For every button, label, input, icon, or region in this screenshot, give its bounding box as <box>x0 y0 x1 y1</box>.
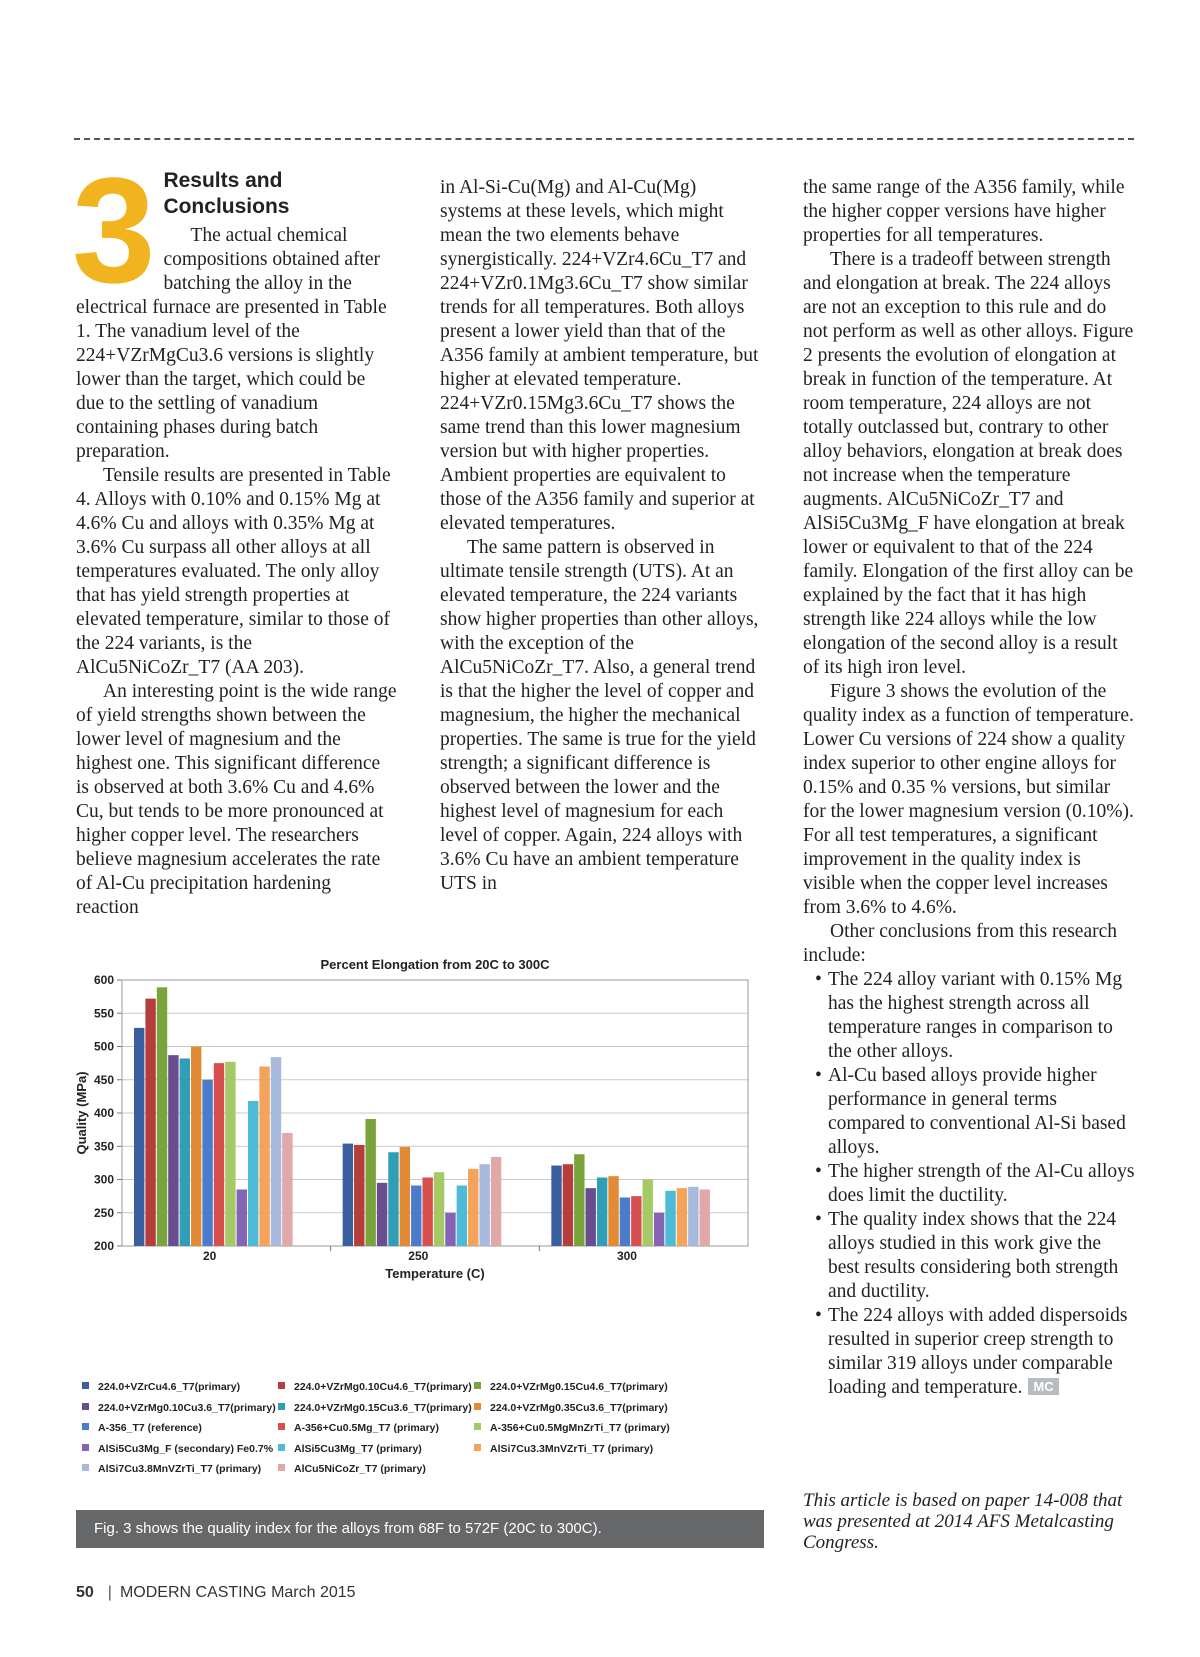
body-paragraph: Figure 3 shows the evolution of the quality index as a function of temperature. Lower Cu versions of 224 show a quality index superior to other engine alloys for 0.15% and 0.35 % versions, but similar for the lower magnesium version (0.10%). For all test temperatures, a significant improvement in the quality index is visible when the copper level increases from 3.6% to 4.6%. <box>803 681 1134 918</box>
y-tick-label: 300 <box>93 1172 114 1187</box>
legend-label: A-356+Cu0.5MgMnZrTi_T7 (primary) <box>490 1422 670 1434</box>
bar <box>377 1183 387 1246</box>
list-item-text: The 224 alloy variant with 0.15% Mg has the highest strength across all temperature ranges in comparison to the other alloys. <box>828 969 1123 1062</box>
y-axis-label: Quality (MPa) <box>74 1071 89 1155</box>
bar <box>631 1196 641 1246</box>
end-of-article-badge: MC <box>1028 1378 1058 1395</box>
legend-swatch <box>278 1382 285 1389</box>
bar <box>134 1028 144 1246</box>
y-tick-label: 600 <box>93 973 114 987</box>
bar <box>237 1189 247 1246</box>
legend-swatch <box>278 1464 285 1471</box>
section-number-dropcap: 3 <box>72 146 154 314</box>
legend-item <box>82 1377 240 1398</box>
legend-label: A-356_T7 (reference) <box>98 1422 202 1434</box>
bar <box>677 1188 687 1246</box>
bar <box>248 1101 258 1246</box>
bar <box>586 1188 596 1246</box>
text-column-2 <box>440 176 762 896</box>
conclusions-list <box>803 968 1135 1400</box>
text-column-3 <box>803 176 1135 1400</box>
legend-swatch <box>82 1403 89 1410</box>
bar <box>168 1055 178 1246</box>
legend-label: AlSi7Cu3.3MnVZrTi_T7 (primary) <box>490 1442 654 1455</box>
bar <box>563 1164 573 1246</box>
bar <box>271 1057 281 1246</box>
bar <box>388 1152 398 1246</box>
bar <box>479 1164 489 1246</box>
legend-item <box>82 1439 273 1460</box>
list-item <box>803 968 1135 1064</box>
top-dashed-rule <box>74 138 1134 140</box>
bar <box>422 1178 432 1246</box>
legend-swatch <box>82 1444 89 1451</box>
bar <box>700 1189 710 1246</box>
legend-item <box>278 1439 422 1460</box>
figure-caption: Fig. 3 shows the quality index for the alloys from 68F to 572F (20C to 300C). <box>76 1510 764 1548</box>
text-column-1 <box>72 146 398 920</box>
body-paragraph: Tensile results are presented in Table 4. Alloys with 0.10% and 0.15% Mg at 4.6% Cu and alloys with 0.35% Mg at 3.6% Cu surpass all other alloys at all temperatures evaluated. The only alloy that has yield strength properties at elevated temperature, similar to those of the 224 variants, is the AlCu5NiCoZr_T7 (AA 203). <box>76 465 391 678</box>
bar <box>688 1187 698 1246</box>
legend-label: 224.0+VZrCu4.6_T7(primary) <box>98 1381 241 1393</box>
bar <box>145 999 155 1246</box>
page-footer <box>76 1584 356 1602</box>
y-tick-label: 350 <box>93 1139 114 1154</box>
bar <box>343 1144 353 1246</box>
body-paragraph: An interesting point is the wide range of yield strengths shown between the lower level of magnesium and the highest one. This significant difference is observed at both 3.6% Cu and 4.6% Cu, but tends to be more pronounced at higher copper level. The researchers believe magnesium accelerates the rate of Al-Cu precipitation hardening reaction <box>76 681 397 918</box>
legend-label: AlSi5Cu3Mg_F (secondary) Fe0.7% <box>98 1442 274 1455</box>
legend-item <box>82 1418 202 1439</box>
bar <box>157 987 167 1246</box>
bar <box>665 1191 675 1246</box>
legend-label: AlSi5Cu3Mg_T7 (primary) <box>294 1442 422 1455</box>
bar <box>597 1178 607 1246</box>
legend-label: 224.0+VZrMg0.10Cu3.6_T7(primary) <box>98 1401 276 1414</box>
legend-swatch <box>82 1464 89 1471</box>
legend-swatch <box>474 1444 481 1451</box>
list-item-text: The quality index shows that the 224 alloys studied in this work give the best results considering both strength and ductility. <box>828 1209 1119 1302</box>
legend-item <box>278 1377 472 1398</box>
legend-label: 224.0+VZrMg0.15Cu4.6_T7(primary) <box>490 1381 668 1393</box>
bar <box>551 1166 561 1246</box>
article-credit: This article is based on paper 14-008 that was presented at 2014 AFS Metalcasting Congress. <box>803 1490 1123 1553</box>
legend-label: 224.0+VZrMg0.10Cu4.6_T7(primary) <box>294 1381 472 1393</box>
legend-item <box>474 1418 670 1439</box>
bar <box>643 1180 653 1247</box>
legend-swatch <box>278 1423 285 1430</box>
bar <box>574 1154 584 1246</box>
list-item-text: The higher strength of the Al-Cu alloys does limit the ductility. <box>828 1161 1135 1206</box>
legend-swatch <box>278 1403 285 1410</box>
legend-item <box>278 1398 472 1419</box>
body-paragraph: The actual chemical compositions obtained after batching the alloy in the electrical furnace are presented in Table 1. The vanadium level of the 224+VZrMgCu3.6 versions is slightly lower than the target, which could be due to the settling of vanadium containing phases during batch preparation. <box>76 225 387 462</box>
bar <box>434 1172 444 1246</box>
body-paragraph: the same range of the A356 family, while the higher copper versions have higher properties for all temperatures. <box>803 177 1125 246</box>
bar <box>620 1197 630 1246</box>
bar <box>191 1047 201 1247</box>
bar <box>468 1169 478 1246</box>
bar <box>202 1080 212 1246</box>
legend-label: AlCu5NiCoZr_T7 (primary) <box>294 1463 426 1475</box>
x-tick-label: 20 <box>202 1249 217 1263</box>
page-number: 50 <box>76 1584 94 1601</box>
chart-title: Percent Elongation from 20C to 300C <box>320 957 550 972</box>
legend-item <box>82 1459 261 1480</box>
x-axis-label: Temperature (C) <box>385 1266 485 1281</box>
bar <box>282 1133 292 1246</box>
body-paragraph: There is a tradeoff between strength and elongation at break. The 224 alloys are not an exception to this rule and do not perform as well as other alloys. Figure 2 presents the evolution of elongation at break in function of the temperature. At room temperature, 224 alloys are not totally outclassed but, contrary to other alloy behaviors, elongation at break does not increase when the temperature augments. AlCu5NiCoZr_T7 and AlSi5Cu3Mg_F have elongation at break lower or equivalent to that of the 224 family. Elongation of the first alloy can be explained by the fact that it has high strength like 224 alloys while the low elongation of the second alloy is a result of its high iron level. <box>803 249 1134 678</box>
legend-label: AlSi7Cu3.8MnVZrTi_T7 (primary) <box>98 1463 262 1475</box>
legend-swatch <box>278 1444 285 1451</box>
body-paragraph: in Al-Si-Cu(Mg) and Al-Cu(Mg) systems at these levels, which might mean the two elements behave synergistically. 224+VZr4.6Cu_T7 and 224+VZr0.1Mg3.6Cu_T7 show similar trends for all temperatures. Both alloys present a lower yield than that of the A356 family at ambient temperature, but higher at elevated temperature. 224+VZr0.15Mg3.6Cu_T7 shows the same trend than this lower magnesium version but with higher properties. Ambient properties are equivalent to those of the A356 family and superior at elevated temperatures. <box>440 177 759 534</box>
y-tick-label: 550 <box>93 1006 114 1021</box>
y-tick-label: 200 <box>93 1239 114 1253</box>
body-paragraph: The same pattern is observed in ultimate tensile strength (UTS). At an elevated temperature, the 224 variants show higher properties than other alloys, with the exception of the AlCu5NiCoZr_T7. Also, a general trend is that the higher the level of copper and magnesium, the higher the mechanical properties. The same is true for the yield strength; a significant difference is observed between the lower and the highest level of magnesium for each level of copper. Again, 224 alloys with 3.6% Cu have an ambient temperature UTS in <box>440 537 759 894</box>
legend-item <box>474 1439 653 1460</box>
bar <box>457 1185 467 1246</box>
legend-item <box>474 1377 668 1398</box>
bar <box>491 1157 501 1246</box>
list-item <box>803 1160 1135 1208</box>
list-item-text: The 224 alloys with added dispersoids resulted in superior creep strength to similar 319 alloys under comparable loading and temperature. <box>828 1305 1128 1398</box>
chart-canvas <box>76 958 766 1378</box>
legend-swatch <box>474 1382 481 1389</box>
body-paragraph: Other conclusions from this research include: <box>803 921 1117 966</box>
y-tick-label: 400 <box>93 1106 114 1120</box>
legend-label: 224.0+VZrMg0.15Cu3.6_T7(primary) <box>294 1401 472 1414</box>
bar <box>225 1062 235 1246</box>
legend-label: A-356+Cu0.5Mg_T7 (primary) <box>294 1422 440 1434</box>
bar <box>365 1119 375 1246</box>
legend-item <box>278 1459 426 1480</box>
footer-separator: | <box>107 1584 112 1601</box>
bar <box>445 1213 455 1246</box>
magazine-name: MODERN CASTING <box>119 1584 267 1601</box>
legend-item <box>278 1418 439 1439</box>
issue-date: March 2015 <box>271 1584 356 1601</box>
bar <box>354 1145 364 1246</box>
list-item <box>803 1304 1135 1400</box>
legend-item <box>82 1398 276 1419</box>
bar <box>654 1213 664 1246</box>
list-item <box>803 1208 1135 1304</box>
legend-swatch <box>82 1423 89 1430</box>
legend-swatch <box>474 1423 481 1430</box>
list-item-text: Al-Cu based alloys provide higher performance in general terms compared to conventional Al-Si based alloys. <box>828 1065 1126 1158</box>
bar <box>608 1176 618 1246</box>
legend-item <box>474 1398 668 1419</box>
bar <box>259 1066 269 1246</box>
x-tick-label: 300 <box>616 1249 637 1263</box>
list-item <box>803 1064 1135 1160</box>
y-tick-label: 500 <box>93 1039 114 1054</box>
bar <box>214 1063 224 1246</box>
section-title: Results and Conclusions <box>163 169 290 218</box>
bar <box>180 1058 190 1246</box>
legend-swatch <box>82 1382 89 1389</box>
y-tick-label: 250 <box>93 1205 114 1220</box>
legend-swatch <box>474 1403 481 1410</box>
y-tick-label: 450 <box>93 1072 114 1087</box>
legend-label: 224.0+VZrMg0.35Cu3.6_T7(primary) <box>490 1401 668 1414</box>
x-tick-label: 250 <box>408 1249 429 1263</box>
bar <box>411 1185 421 1246</box>
bar <box>400 1147 410 1246</box>
